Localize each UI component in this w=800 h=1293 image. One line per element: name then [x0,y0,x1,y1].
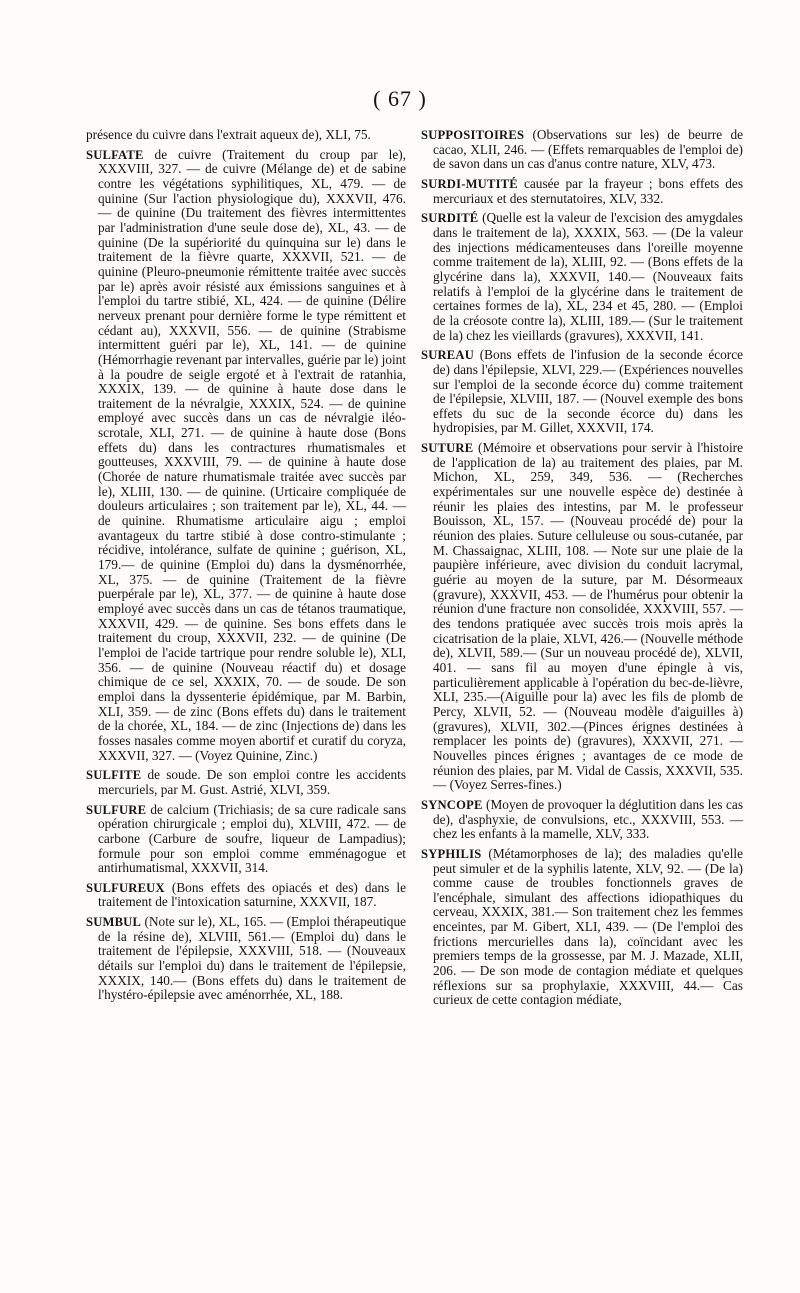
right-column [421,128,743,1008]
entry-text: de calcium (Trichiasis; de sa cure radicale sans opération chirurgicale ; emploi du), XLVIII, 472. — de carbone (Carbure de soufre, liqueur de Lampadius); formule pour son emploi comme emménagogue et antirhumatismal, XXXVII, 314. [98,801,406,876]
entry-heading: SURDITÉ [421,211,479,226]
entry-text: (Moyen de provoquer la déglutition dans les cas de), d'asphyxie, de convulsions, etc., XXXVIII, 553. — chez les enfants à la mamelle, XLV, 333. [433,796,743,842]
index-entry [86,803,406,876]
entry-heading: SUREAU [421,348,474,363]
index-entry [86,768,406,797]
entry-text: de cuivre (Traitement du croup par le), XXXVIII, 327. — de cuivre (Mélange de) et de sabine contre les végétations syphilitiques, XL, 479. — de quinine (Sur l'action physiologique du), XXXVII, 476. — de quinine (Du traitement des fièvres intermittentes par l'administration d'une seule dose de), XL, 43. — de quinine (De la supériorité du quinquina sur le) dans le traitement de la fièvre quarte, XXXVII, 521. — de quinine (Pleuro-pneumonie rémittente traitée avec succès par le) après avoir résisté aux émissions sanguines et à l'emploi du tartre stibié, XL, 424. — de quinine (Délire nerveux prenant pour dernière forme le type rémittent et cédant au), XXXVII, 556. — de quinine (Strabisme intermittent guéri par le), XL, 141. — de quinine (Hémorrhagie revenant par intervalles, guérie par le) joint à la poudre de seigle ergoté et à l'extrait de ratanhia, XXXIX, 139. — de quinine à haute dose dans le traitement de la névralgie, XXXIX, 524. — de quinine employé avec succès dans un cas de névralgie iléo-scrotale, XLI, 271. — de quinine à haute dose (Bons effets du) dans les contractures rhumatismales et goutteuses, XXXVIII, 79. — de quinine à haute dose (Chorée de nature rhumatismale traitée avec succès par le), XLIII, 130. — de quinine. (Urticaire compliquée de douleurs articulaires ; son traitement par le), XL, 44. — de quinine. Rhumatisme articulaire aigu ; emploi avantageux du tartre stibié à dose contro-stimulante ; récidive, intolérance, sulfate de quinine ; guérison, XL, 179.— de quinine (Emploi du) dans la dysménorrhée, XL, 375. — de quinine (Traitement de la fièvre puerpérale par le), XL, 377. — de quinine à haute dose employé avec succès dans un cas de tétanos traumatique, XXXVII, 429. — de quinine. Ses bons effets dans le traitement du croup, XXXVII, 232. — de quinine (De l'emploi de l'acide tartrique pour rendre soluble le), XLI, 356. — de quinine (Nouveau réactif du) et dosage chimique de ce sel, XXXIX, 70. — de soude. De son emploi dans la dyssenterie épidémique, par M. Barbin, XLI, 359. — de zinc (Bons effets du) dans le traitement de la chorée, XL, 184. — de zinc (Injections de) dans les fosses nasales comme moyen abortif et curatif du coryza, XXXVII, 327. — (Voyez Quinine, Zinc.) [98,146,406,763]
entry-heading: SUMBUL [86,915,142,930]
page-number: ( 67 ) [373,86,427,111]
index-entry [421,177,743,206]
index-entry [421,211,743,343]
index-entry [421,798,743,842]
entry-heading: SYNCOPE [421,797,483,812]
entry-text: (Quelle est la valeur de l'excision des amygdales dans le traitement de la), XXXIX, 563. — (De la valeur des injections médicamenteuses dans l'oreille moyenne comme traitement de la), XLIII, 92. — (Bons effets de la glycérine dans la), XXXVII, 140.— (Nouveaux faits relatifs à l'emploi de la glycérine dans le traitement de certaines formes de la), XL, 234 et 45, 280. — (Emploi de la créosote contre la), XLIII, 189.— (Sur le traitement de la) chez les vieillards (gravures), XXXVII, 141. [433,210,743,343]
index-entry [86,128,406,143]
entry-heading: SULFURE [86,802,147,817]
entry-heading: SULFUREUX [86,880,165,895]
entry-heading: SUPPOSITOIRES [421,128,525,142]
entry-heading: SYPHILIS [421,846,482,861]
entry-heading: SURDI-MUTITÉ [421,176,518,191]
index-entry [421,128,743,172]
left-column [86,128,406,1003]
index-entry [86,915,406,1003]
entry-heading: SULFATE [86,147,144,162]
entry-text: présence du cuivre dans l'extrait aqueux de), XLI, 75. [86,127,371,142]
entry-text: (Mémoire et observations pour servir à l'histoire de l'application de la) au traitement des plaies, par M. Michon, XL, 259, 349, 536. — (Recherches expérimentales sur une nouvelle espèce de) destinée à réunir les plaies des intestins, par M. le professeur Bouisson, XL, 157. — (Nouveau procédé de) pour la réunion des plaies. Suture celluleuse ou sous-cutanée, par M. Chassaignac, XLIII, 108. — Note sur une plaie de la paupière inférieure, avec division du conduit lacrymal, guérie au moyen de la suture, par M. Désormeaux (gravure), XXXVII, 453. — de l'humérus pour obtenir la réunion d'une fracture non consolidée, XXXVIII, 557. — des tendons pratiquée avec succès trois mois après la cicatrisation de la plaie, XLVI, 426.— (Nouvelle méthode de), XLVII, 589.— (Sur un nouveau procédé de), XLVII, 401. — sans fil au moyen d'une épingle à vis, particulièrement applicable à l'opération du bec-de-lièvre, XLI, 235.—(Aiguille pour la) avec les fils de plomb de Percy, XLVII, 52. — (Nouveau modèle d'aiguilles à) (gravures), XLVII, 302.—(Pinces érignes destinées à remplacer les points de) (gravures), XXXVII, 271. — Nouvelles pinces érignes ; avantages de ce mode de réunion des plaies, par M. Vidal de Cassis, XXXVII, 535. — (Voyez Serres-fines.) [433,440,743,793]
entry-text: (Bons effets des opiacés et des) dans le traitement de l'intoxication saturnine, XXXVII, 187. [98,879,406,910]
entry-heading: SULFITE [86,768,142,783]
index-entry [421,847,743,1008]
entry-text: de soude. De son emploi contre les accidents mercuriels, par M. Gust. Astrié, XLVI, 359. [98,767,406,797]
index-entry [86,881,406,910]
index-entry [86,148,406,764]
index-entry [421,348,743,436]
entry-text: (Bons effets de l'infusion de la seconde écorce de) dans l'épilepsie, XLVI, 229.— (Expériences nouvelles sur l'emploi de la seconde écorce du) comme traitement de l'épilepsie, XLVIII, 187. — (Nouvel exemple des bons effets du suc de la seconde écorce du) dans les hydropisies, par M. Gillet, XXXVII, 174. [433,347,743,436]
entry-text: (Observations sur les) de beurre de cacao, XLII, 246. — (Effets remarquables de l'emploi de) de savon dans un cas d'anus contre nature, XLV, 473. [433,127,743,172]
entry-text: (Métamorphoses de la); des maladies qu'elle peut simuler et de la syphilis latente, XLV, 92. — (De la) comme cause de troubles fonctionnels graves de l'encéphale, simulant des affections idiopathiques du cerveau, XXXIX, 381.— Son traitement chez les femmes enceintes, par M. Gibert, XLI, 439. — (De l'emploi des frictions mercurielles dans la), coïncidant avec les premiers temps de la grossesse, par M. J. Mazade, XLII, 206. — De son mode de contagion médiate et quelques réflexions sur sa prophylaxie, XXXVIII, 44.— Cas curieux de cette contagion médiate, [433,845,743,1008]
entry-heading: SUTURE [421,441,474,456]
entry-text: (Note sur le), XL, 165. — (Emploi thérapeutique de la résine de), XLVIII, 561.— (Emploi du) dans le traitement de l'épilepsie, XXXVIII, 518. — (Nouveaux détails sur l'emploi du) dans le traitement de l'épilepsie, XXXIX, 140.— (Bons effets du) dans le traitement de l'hystéro-épilepsie avec aménorrhée, XL, 188. [98,914,406,1003]
index-entry [421,441,743,793]
entry-text: causée par la frayeur ; bons effets des mercuriaux et des sternutatoires, XLV, 332. [433,175,743,206]
